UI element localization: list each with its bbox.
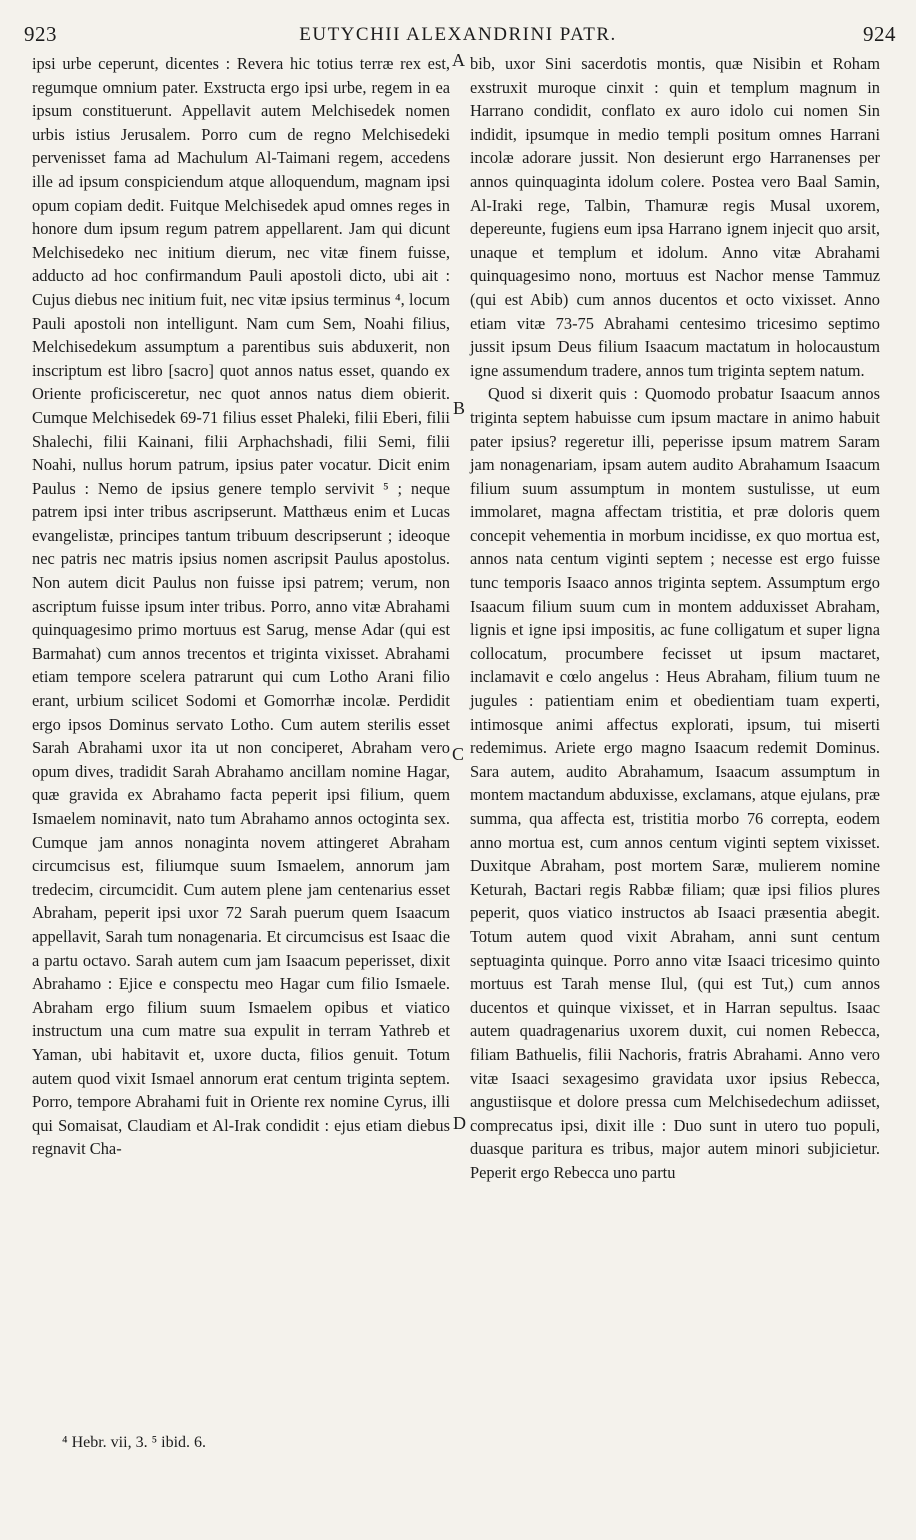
- margin-letter-a: A: [452, 50, 465, 70]
- page-header: [0, 22, 916, 52]
- left-paragraph: ipsi urbe ceperunt, dicentes : Revera hic totius terræ rex est, regumque omnium pater. Exstructa ergo ipsi urbe, regem in ea ipsum constituerunt. Appellavit autem Melchisedek nomen urbis istius Jerusalem. Porro cum de regno Melchisedeki pervenisset fama ad Machulum Al-Taimani regem, accedens ille ad ipsum conspiciendum atque alloquendum, magnam ipsi opum copiam dedit. Fuitque Melchisedek apud omnes reges in honore dum ipsum regum patrem appellarent. Jam qui dicunt Melchisedeko nec initium dierum, nec vitæ finem fuisse, adducto ad hoc confirmandum Pauli apostoli dicto, ubi ait : Cujus diebus nec initium fuit, nec vitæ ipsius terminus ⁴, locum Pauli apostoli non intelligunt. Nam cum Sem, Noahi filius, Melchisedekum assumptum a parentibus suis abduxerit, non inscriptum est libro [sacro] quot annos natus esset, quando ex Oriente proficisceretur, nec quot annos natus diem obierit. Cumque Melchisedek 69-71 filius esset Phaleki, filii Eberi, filii Shalechi, filii Kainani, filii Arphachshadi, filii Semi, filii Noahi, nullus horum patrum, ipsius pater vocatur. Dicit enim Paulus : Nemo de ipsius genere templo servivit ⁵ ; neque patrem ipsi inter tribus ascripserunt. Matthæus enim et Lucas evangelistæ, principes tantum tribuum descripserunt ; ideoque nec patris nec matris ipsius nomen ascripsit Paulus apostolus. Non autem dicit Paulus non fuisse ipsi patrem; verum, non ascriptum fuisse ipsum inter tribus. Porro, anno vitæ Abrahami quinquagesimo primo mortuus est Sarug, mense Adar (qui est Barmahat) cum annos trecentos et triginta vixisset. Abrahami etiam tempore scelera patrarunt qui cum Lotho Arani filio erant, urbium scilicet Sodomi et Gomorrhæ incolæ. Perdidit ergo ipsos Dominus servato Lotho. Cum autem sterilis esset Sarah Abrahami uxor ita ut non conciperet, Abraham vero opum dives, tradidit Sarah Abrahamo ancillam nomine Hagar, quæ gravida ex Abrahamo facta peperit ipsi filium, quem Ismaelem nominavit, nato tum Abrahamo annos octoginta sex. Cumque jam annos nonaginta novem attingeret Abraham circumcisus est, filiumque suum Ismaelem, annorum jam tredecim, circumcidit. Cum autem plene jam centenarius esset Abraham, peperit ipsi uxor 72 Sarah puerum quem Isaacum appellavit, Sarah tum nonagenaria. Et circumcisus est Isaac die a partu octavo. Sarah autem cum jam Isaacum peperisset, dixit Abrahamo : Ejice e conspectu meo Hagar cum filio Ismaele. Abraham ergo filium suum Ismaelem opibus et viatico instructum una cum matre sua expulit in terram Yathreb et Yaman, ubi habitavit et, uxore ducta, filios genuit. Totum autem quod vixit Ismael annorum erat centum triginta septem. Porro, tempore Abrahami fuit in Oriente rex nomine Cyrus, illi qui Somaisat, Claudiam et Al-Irak condidit : ejus etiam diebus regnavit Cha-: [32, 54, 450, 1159]
- margin-letter-b: B: [453, 398, 466, 418]
- left-column: [32, 52, 450, 1161]
- running-title: EUTYCHII ALEXANDRINI PATR.: [299, 24, 617, 45]
- right-paragraph-2: Quod si dixerit quis : Quomodo probatur Isaacum annos triginta septem habuisse cum ipsum mactare in animo habuit pater ipsius? regeretur illi, peperisse ipsum matrem Saram jam nonagenariam, ipsam autem audito Abrahamum Isaacum filium suum assumptum in montem sustulisse, ut eum immolaret, magna affectam tristitia, et præ doloris quem concepit vehementia in morbum incidisse, ex quo mortua est, annos nata centum viginti septem ; necesse est ergo fuisse tunc temporis Isaaco annos triginta septem. Assumptum ergo Isaacum filium suum cum in montem adduxisset Abraham, lignis et igne ipsi impositis, ac fune colligatum et super ligna collocatum, procumbere fecisset ut ipsum mactaret, inclamavit e cœlo angelus : Heus Abraham, filium tuum ne jugules : patientiam enim et obedientiam tuam experti, intimosque animi affectus explorati, ipsum, tui miserti redemimus. Ariete ergo magno Isaacum redemit Dominus. Sara autem, audito Abrahamum, Isaacum assumptum in montem mactandum abduxisse, exclamans, atque ejulans, præ summa, qua affecta est, tristitia morbo 76 correpta, eodem anno mortua est, cum annos centum viginti septem vixisset. Duxitque Abraham, post mortem Saræ, mulierem nomine Keturah, Bactari regis Rabbæ filiam; quæ ipsi filios plures peperit, quos viatico instructos ab Isaaci præsentia abegit. Totum autem quod vixit Abraham, anni sunt centum septuaginta quinque. Porro anno vitæ Isaaci tricesimo quinto mortuus est Tarah mense Ilul, (qui est Tut,) cum annos ducentos et quinque vixisset, et in Harran sepultus. Isaac autem quadragenarius uxorem duxit, cui nomen Rebecca, filiam Bathuelis, filii Nachoris, fratris Abrahami. Anno vero vitæ Isaaci sexagesimo gravidata uxor ipsius Rebecca, angustiisque et dolore pressa cum Melchisedechum adiisset, comprecatus ipsi, dixit ille : Duo sunt in utero tuo populi, duasque paritura es tribus, major autem minori subjicietur. Peperit ergo Rebecca uno partu: [470, 384, 880, 1182]
- right-column: [470, 52, 880, 1185]
- margin-letter-c: C: [452, 744, 465, 764]
- footnote: ⁴ Hebr. vii, 3. ⁵ ibid. 6.: [62, 1434, 207, 1451]
- page-number-right: 924: [863, 22, 896, 46]
- page-number-left: 923: [24, 22, 57, 46]
- right-paragraph-1: bib, uxor Sini sacerdotis montis, quæ Nisibin et Roham exstruxit muroque cinxit : quin et templum magnum in Harrano condidit, conflato ex auro idolo cui nomen Sin indidit, ipsumque in medio templi positum omnes Harrani incolæ adorare jussit. Non desierunt ergo Harranenses per annos quinquaginta idolum colere. Postea vero Baal Samin, Al-Iraki rege, Talbin, Thamuræ regis Musal uxorem, depereunte, fugiens eum ipsa Harrano ignem injecit quo arsit, unaque et templum et idolum. Anno vitæ Abrahami quinquagesimo nono, mortuus est Nachor mense Tammuz (qui est Abib) cum annos ducentos et octo vixisset. Anno etiam vitæ 73-75 Abrahami centesimo tricesimo septimo jussit ipsum Deus filium Isaacum mactatum in holocaustum igne assumendum tradere, annos tum triginta septem natum.: [470, 54, 880, 380]
- margin-letter-d: D: [453, 1113, 466, 1133]
